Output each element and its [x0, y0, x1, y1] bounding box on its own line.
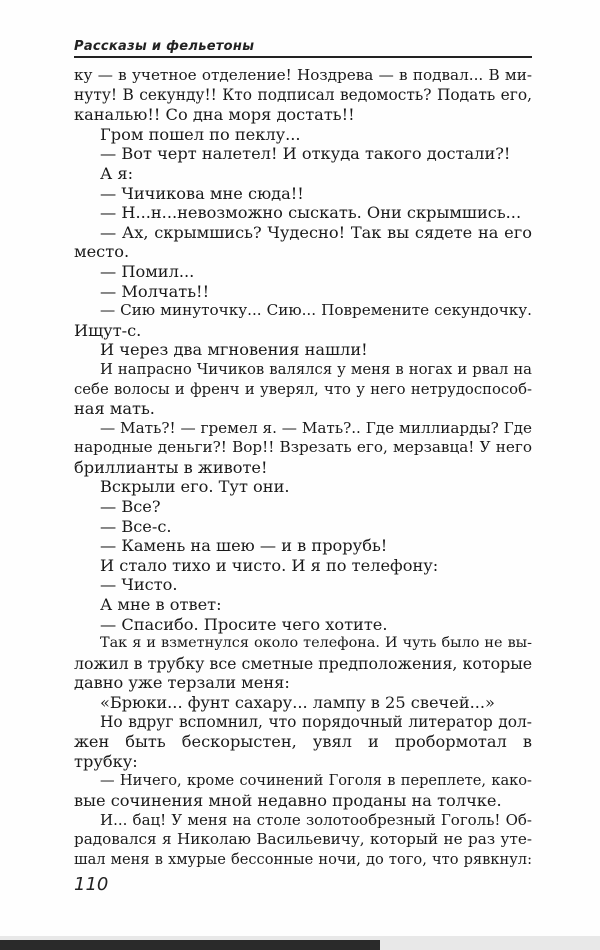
text-line: себе волосы и френч и уверял, что у него нетрудоспособ- — [74, 380, 532, 398]
text-line: место. — [74, 242, 130, 262]
text-line: — Помил... — [100, 261, 195, 281]
text-line: «Брюки... фунт сахару... лампу в 25 свечей...» — [100, 693, 495, 712]
text-line: народные деньги?! Вор!! Взрезать его, мерзавца! У него — [74, 438, 532, 457]
text-line: Вскрыли его. Тут они. — [100, 477, 290, 497]
text-line: вые сочинения мной недавно проданы на толчке. — [74, 790, 502, 810]
text-line: жен быть бескорыстен, увял и пробормотал в — [74, 732, 532, 752]
page-number: 110 — [74, 874, 109, 895]
text-line: И... бац! У меня на столе золотообрезный Гоголь! Об- — [100, 810, 532, 829]
text-line: — Все? — [100, 497, 161, 517]
text-line: — Вот черт налетел! И откуда такого достали?! — [100, 144, 511, 164]
text-line: трубку: — [74, 751, 138, 771]
text-line: Гром пошел по пеклу... — [100, 124, 301, 144]
text-line: — Спасибо. Просите чего хотите. — [100, 614, 388, 634]
text-line: — Мать?! — гремел я. — Мать?.. Где миллиарды? Где — [100, 418, 532, 437]
text-line: — Сию минуточку... Сию... Повремените секундочку. — [100, 301, 532, 320]
text-line: давно уже терзали меня: — [74, 673, 290, 693]
text-line: нуту! В секунду!! Кто подписал ведомость? Подать его, — [74, 85, 532, 104]
text-line: — Камень на шею — и в прорубь! — [100, 536, 388, 556]
scan-edge-shadow — [0, 940, 380, 950]
text-line: — Ничего, кроме сочинений Гоголя в переплете, како- — [100, 772, 532, 790]
text-line: Но вдруг вспомнил, что порядочный литератор дол- — [100, 712, 532, 731]
text-line: Так я и взметнулся около телефона. И чуть было не вы- — [100, 635, 532, 652]
text-line: И стало тихо и чисто. И я по телефону: — [100, 555, 439, 575]
text-line: И напрасно Чичиков валялся у меня в ногах и рвал на — [100, 360, 532, 378]
text-line: А я: — [100, 163, 134, 183]
text-line: — Н...н...невозможно сыскать. Они скрымшись... — [100, 203, 522, 223]
text-line: — Чичикова мне сюда!! — [100, 183, 304, 203]
text-line: Ищут-с. — [74, 320, 142, 340]
text-line: ложил в трубку все сметные предположения, которые — [74, 653, 533, 673]
text-line: бриллианты в животе! — [74, 457, 268, 477]
text-line: ная мать. — [74, 399, 155, 419]
text-line: ку — в учетное отделение! Ноздрева — в подвал... В ми- — [74, 66, 532, 84]
body-text — [74, 66, 532, 869]
text-line: каналью!! Со дна моря достать!! — [74, 105, 355, 125]
header-rule — [74, 56, 532, 58]
text-line: шал меня в хмурые бессонные ночи, до того, что рявкнул: — [74, 850, 532, 868]
text-line: И через два мгновения нашли! — [100, 340, 368, 360]
text-line: радовался я Николаю Васильевичу, который не раз уте- — [74, 830, 532, 849]
text-line: А мне в ответ: — [100, 595, 222, 615]
text-line: — Ах, скрымшись? Чудесно! Так вы сядете на его — [100, 222, 532, 242]
text-line: — Чисто. — [100, 575, 178, 595]
text-line: — Молчать!! — [100, 281, 210, 301]
running-head: Рассказы и фельетоны — [74, 39, 255, 54]
text-line: — Все-с. — [100, 516, 172, 536]
